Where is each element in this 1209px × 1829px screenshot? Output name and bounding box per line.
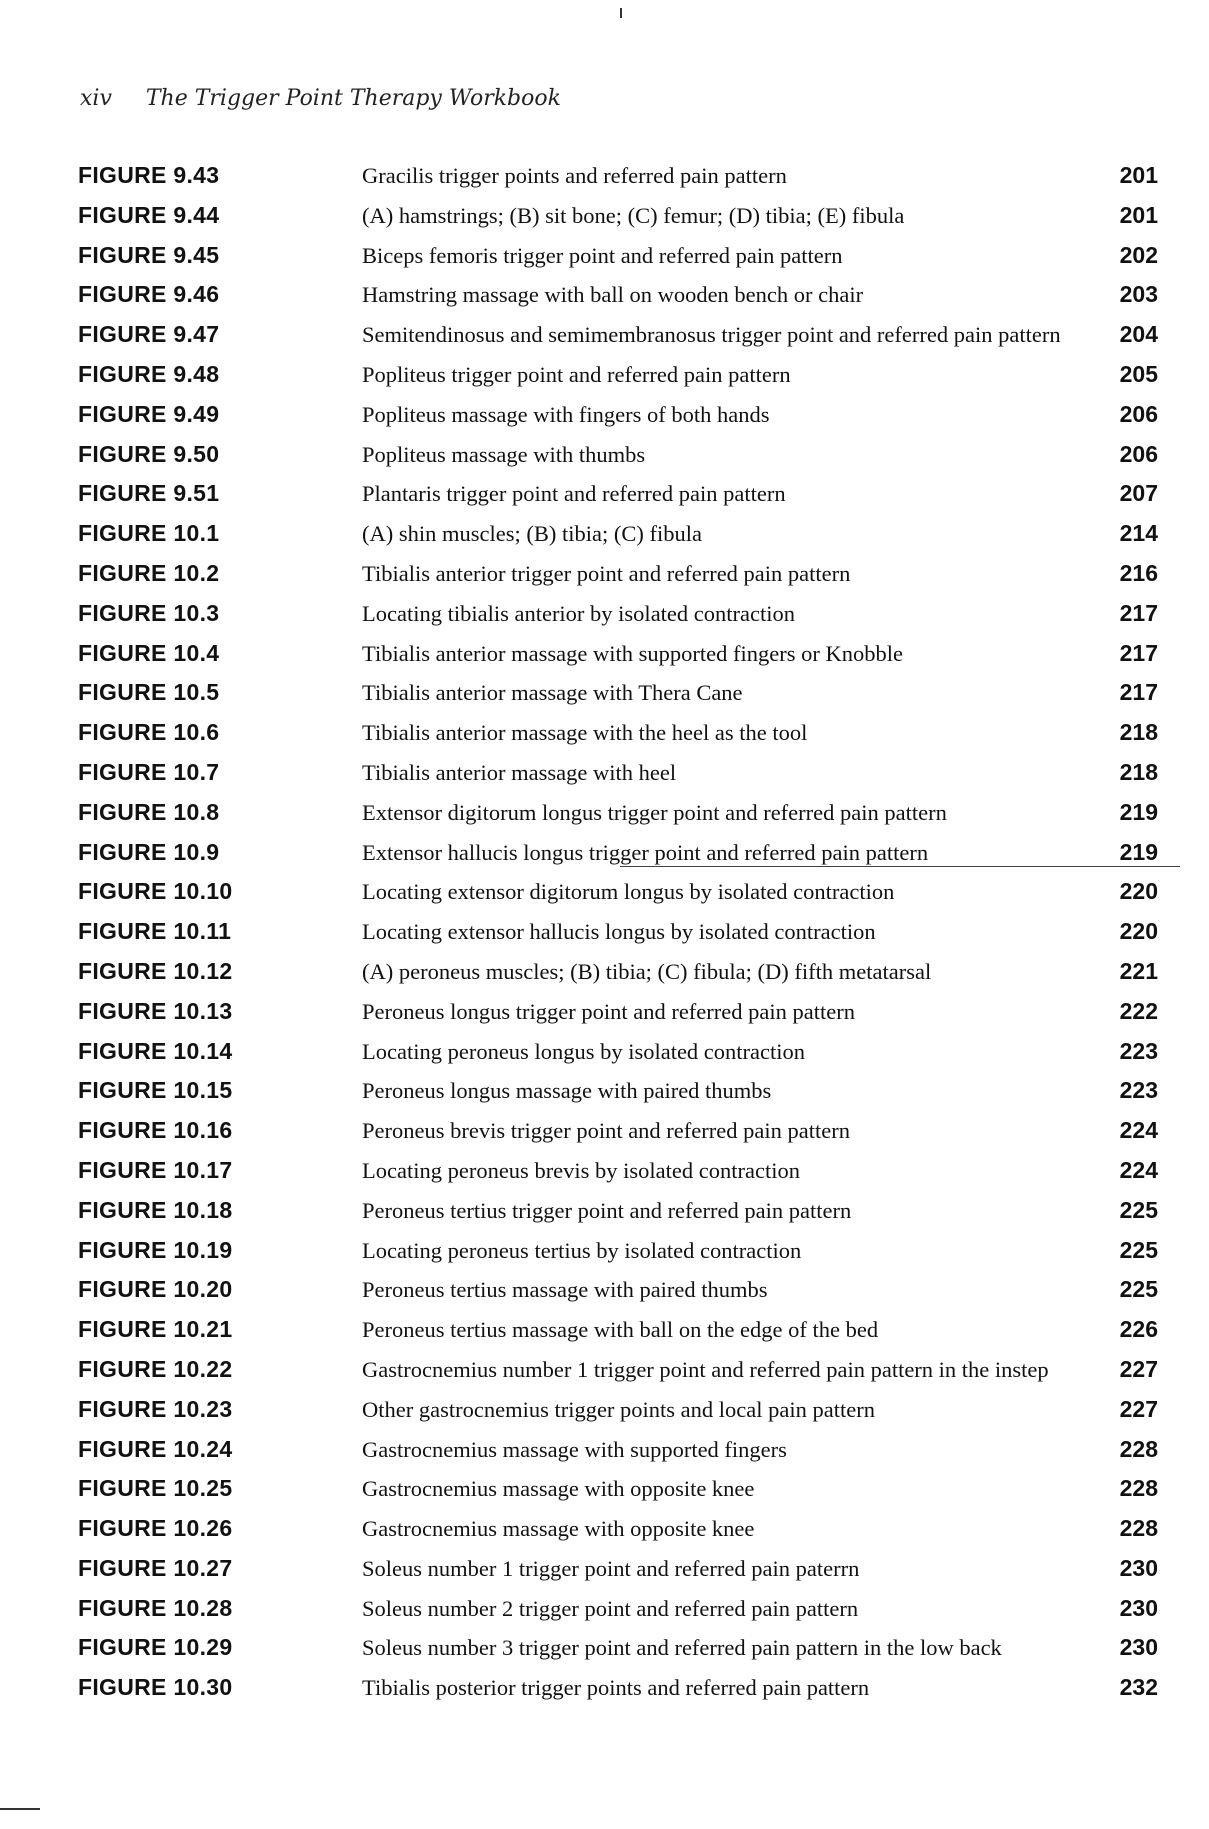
figure-caption: Locating extensor digitorum longus by isolated contraction <box>362 879 895 905</box>
figure-list-item <box>78 321 1158 361</box>
figure-list-item <box>78 1077 1158 1117</box>
figure-page-number: 221 <box>1119 957 1158 984</box>
figure-caption: Locating peroneus longus by isolated contraction <box>362 1038 806 1064</box>
figure-caption: Peroneus longus trigger point and referred pain pattern <box>362 998 855 1024</box>
figure-list-item <box>78 242 1158 282</box>
figure-caption: Peroneus tertius massage with ball on the edge of the bed <box>362 1317 879 1343</box>
figure-label: FIGURE 9.43 <box>78 162 220 188</box>
figure-page-number: 214 <box>1119 520 1158 547</box>
figure-label: FIGURE 10.8 <box>78 798 220 825</box>
figure-label: FIGURE 10.30 <box>78 1674 233 1701</box>
figure-list-item <box>78 958 1158 998</box>
figure-caption: Gastrocnemius massage with opposite knee <box>362 1476 755 1502</box>
figure-list-item <box>78 1555 1158 1595</box>
figure-label: FIGURE 10.16 <box>78 1117 233 1144</box>
figure-label: FIGURE 10.21 <box>78 1316 233 1343</box>
figure-caption: Semitendinosus and semimembranosus trigger point and referred pain pattern <box>362 322 1061 348</box>
figure-label: FIGURE 10.15 <box>78 1077 233 1104</box>
figure-label: FIGURE 9.50 <box>78 440 220 467</box>
figure-label: FIGURE 9.44 <box>78 201 220 228</box>
figure-caption: Tibialis anterior trigger point and referred pain pattern <box>362 560 851 586</box>
figure-caption: (A) shin muscles; (B) tibia; (C) fibula <box>362 521 702 547</box>
figure-page-number: 219 <box>1119 838 1158 865</box>
figure-label: FIGURE 10.7 <box>78 758 220 785</box>
figure-caption: Popliteus trigger point and referred pain pattern <box>362 361 791 387</box>
book-title: The Trigger Point Therapy Workbook <box>145 86 561 111</box>
running-header <box>80 86 561 111</box>
figure-list-item <box>78 520 1158 560</box>
figure-page-number: 217 <box>1119 599 1158 626</box>
list-of-figures <box>78 162 1158 1714</box>
figure-list-item <box>78 878 1158 918</box>
figure-page-number: 205 <box>1119 360 1158 387</box>
figure-list-item <box>78 480 1158 520</box>
figure-caption: Soleus number 3 trigger point and referred pain pattern in the low back <box>362 1635 1002 1661</box>
figure-page-number: 219 <box>1119 798 1158 825</box>
figure-caption: (A) hamstrings; (B) sit bone; (C) femur; (D) tibia; (E) fibula <box>362 202 905 228</box>
figure-caption: Other gastrocnemius trigger points and local pain pattern <box>362 1396 875 1422</box>
figure-label: FIGURE 10.12 <box>78 957 233 984</box>
figure-label: FIGURE 10.6 <box>78 719 220 746</box>
figure-label: FIGURE 10.18 <box>78 1196 233 1223</box>
figure-list-item <box>78 1356 1158 1396</box>
figure-page-number: 227 <box>1119 1395 1158 1422</box>
figure-label: FIGURE 10.27 <box>78 1554 233 1581</box>
figure-caption: Hamstring massage with ball on wooden bench or chair <box>362 282 864 308</box>
figure-page-number: 228 <box>1119 1435 1158 1462</box>
figure-list-item <box>78 918 1158 958</box>
figure-page-number: 218 <box>1119 758 1158 785</box>
figure-page-number: 206 <box>1119 440 1158 467</box>
figure-label: FIGURE 9.46 <box>78 281 220 308</box>
figure-page-number: 225 <box>1119 1236 1158 1263</box>
figure-label: FIGURE 10.5 <box>78 679 220 706</box>
figure-list-item <box>78 679 1158 719</box>
figure-list-item <box>78 839 1158 879</box>
figure-caption: Soleus number 1 trigger point and referred pain paterrn <box>362 1555 860 1581</box>
figure-label: FIGURE 9.45 <box>78 241 220 268</box>
figure-page-number: 232 <box>1119 1674 1158 1701</box>
figure-list-item <box>78 759 1158 799</box>
figure-label: FIGURE 10.13 <box>78 997 233 1024</box>
figure-list-item <box>78 1475 1158 1515</box>
figure-list-item <box>78 1276 1158 1316</box>
figure-list-item <box>78 1595 1158 1635</box>
figure-page-number: 204 <box>1119 321 1158 348</box>
figure-list-item <box>78 1117 1158 1157</box>
figure-list-item <box>78 1038 1158 1078</box>
figure-list-item <box>78 1316 1158 1356</box>
figure-label: FIGURE 10.10 <box>78 878 233 905</box>
figure-label: FIGURE 10.20 <box>78 1276 233 1303</box>
figure-caption: Tibialis anterior massage with the heel as the tool <box>362 720 808 746</box>
figure-caption: Popliteus massage with thumbs <box>362 441 646 467</box>
figure-label: FIGURE 10.24 <box>78 1435 233 1462</box>
figure-caption: Soleus number 2 trigger point and referred pain pattern <box>362 1595 859 1621</box>
figure-caption: Plantaris trigger point and referred pain pattern <box>362 481 786 507</box>
figure-page-number: 230 <box>1119 1554 1158 1581</box>
page-number: xiv <box>80 86 112 111</box>
figure-page-number: 223 <box>1119 1077 1158 1104</box>
figure-page-number: 201 <box>1119 201 1158 228</box>
figure-label: FIGURE 9.47 <box>78 321 220 348</box>
figure-caption: Locating extensor hallucis longus by isolated contraction <box>362 919 876 945</box>
figure-list-item <box>78 640 1158 680</box>
figure-page-number: 207 <box>1119 480 1158 507</box>
figure-caption: (A) peroneus muscles; (B) tibia; (C) fibula; (D) fifth metatarsal <box>362 958 932 984</box>
figure-page-number: 220 <box>1119 918 1158 945</box>
figure-list-item <box>78 998 1158 1038</box>
figure-caption: Gracilis trigger points and referred pain pattern <box>362 163 787 188</box>
figure-list-item <box>78 600 1158 640</box>
figure-caption: Popliteus massage with fingers of both hands <box>362 401 770 427</box>
figure-page-number: 222 <box>1119 997 1158 1024</box>
figure-caption: Gastrocnemius massage with opposite knee <box>362 1516 755 1542</box>
figure-list-item <box>78 799 1158 839</box>
figure-caption: Extensor hallucis longus trigger point and referred pain pattern <box>362 839 929 865</box>
figure-page-number: 224 <box>1119 1117 1158 1144</box>
figure-label: FIGURE 10.4 <box>78 639 220 666</box>
figure-page-number: 225 <box>1119 1276 1158 1303</box>
figure-list-item <box>78 719 1158 759</box>
figure-caption: Tibialis anterior massage with heel <box>362 759 677 785</box>
figure-caption: Tibialis posterior trigger points and referred pain pattern <box>362 1675 870 1701</box>
figure-label: FIGURE 9.49 <box>78 400 220 427</box>
figure-list-item <box>78 162 1158 202</box>
figure-page-number: 227 <box>1119 1355 1158 1382</box>
figure-page-number: 203 <box>1119 281 1158 308</box>
figure-label: FIGURE 10.25 <box>78 1475 233 1502</box>
figure-page-number: 217 <box>1119 639 1158 666</box>
figure-label: FIGURE 10.9 <box>78 838 220 865</box>
figure-page-number: 228 <box>1119 1515 1158 1542</box>
figure-caption: Peroneus longus massage with paired thumbs <box>362 1078 772 1104</box>
pencil-underline <box>620 866 1180 867</box>
figure-list-item <box>78 361 1158 401</box>
figure-page-number: 220 <box>1119 878 1158 905</box>
figure-list-item <box>78 281 1158 321</box>
figure-page-number: 202 <box>1119 241 1158 268</box>
figure-label: FIGURE 9.51 <box>78 480 220 507</box>
scan-mark <box>620 8 622 18</box>
figure-label: FIGURE 10.22 <box>78 1355 233 1382</box>
figure-caption: Peroneus tertius massage with paired thumbs <box>362 1277 768 1303</box>
figure-caption: Biceps femoris trigger point and referred pain pattern <box>362 242 843 268</box>
figure-label: FIGURE 10.29 <box>78 1634 233 1661</box>
figure-page-number: 216 <box>1119 559 1158 586</box>
figure-page-number: 226 <box>1119 1316 1158 1343</box>
figure-caption: Extensor digitorum longus trigger point and referred pain pattern <box>362 799 947 825</box>
figure-page-number: 230 <box>1119 1634 1158 1661</box>
figure-page-number: 206 <box>1119 400 1158 427</box>
figure-list-item <box>78 1197 1158 1237</box>
figure-page-number: 225 <box>1119 1196 1158 1223</box>
figure-label: FIGURE 10.1 <box>78 520 220 547</box>
figure-caption: Locating tibialis anterior by isolated contraction <box>362 600 795 626</box>
figure-list-item <box>78 1515 1158 1555</box>
figure-caption: Gastrocnemius number 1 trigger point and referred pain pattern in the instep <box>362 1356 1049 1382</box>
figure-caption: Tibialis anterior massage with Thera Cane <box>362 680 743 706</box>
figure-label: FIGURE 10.3 <box>78 599 220 626</box>
figure-caption: Locating peroneus brevis by isolated contraction <box>362 1157 800 1183</box>
figure-page-number: 217 <box>1119 679 1158 706</box>
figure-caption: Gastrocnemius massage with supported fingers <box>362 1436 787 1462</box>
figure-label: FIGURE 10.19 <box>78 1236 233 1263</box>
figure-label: FIGURE 10.14 <box>78 1037 233 1064</box>
figure-list-item <box>78 560 1158 600</box>
figure-list-item <box>78 1436 1158 1476</box>
figure-page-number: 223 <box>1119 1037 1158 1064</box>
figure-page-number: 218 <box>1119 719 1158 746</box>
figure-caption: Peroneus brevis trigger point and referred pain pattern <box>362 1118 850 1144</box>
figure-page-number: 224 <box>1119 1156 1158 1183</box>
figure-label: FIGURE 9.48 <box>78 360 220 387</box>
figure-list-item <box>78 202 1158 242</box>
scan-mark <box>0 1808 40 1810</box>
figure-caption: Tibialis anterior massage with supported fingers or Knobble <box>362 640 903 666</box>
figure-list-item <box>78 401 1158 441</box>
figure-list-item <box>78 441 1158 481</box>
figure-label: FIGURE 10.26 <box>78 1515 233 1542</box>
figure-list-item <box>78 1157 1158 1197</box>
figure-caption: Peroneus tertius trigger point and referred pain pattern <box>362 1197 852 1223</box>
figure-list-item <box>78 1634 1158 1674</box>
figure-label: FIGURE 10.2 <box>78 559 220 586</box>
figure-page-number: 228 <box>1119 1475 1158 1502</box>
figure-page-number: 230 <box>1119 1594 1158 1621</box>
figure-label: FIGURE 10.11 <box>78 918 232 945</box>
figure-list-item <box>78 1674 1158 1714</box>
figure-label: FIGURE 10.17 <box>78 1156 233 1183</box>
figure-page-number: 201 <box>1119 162 1158 188</box>
figure-caption: Locating peroneus tertius by isolated contraction <box>362 1237 802 1263</box>
figure-label: FIGURE 10.28 <box>78 1594 233 1621</box>
figure-label: FIGURE 10.23 <box>78 1395 233 1422</box>
figure-list-item <box>78 1237 1158 1277</box>
figure-list-item <box>78 1396 1158 1436</box>
